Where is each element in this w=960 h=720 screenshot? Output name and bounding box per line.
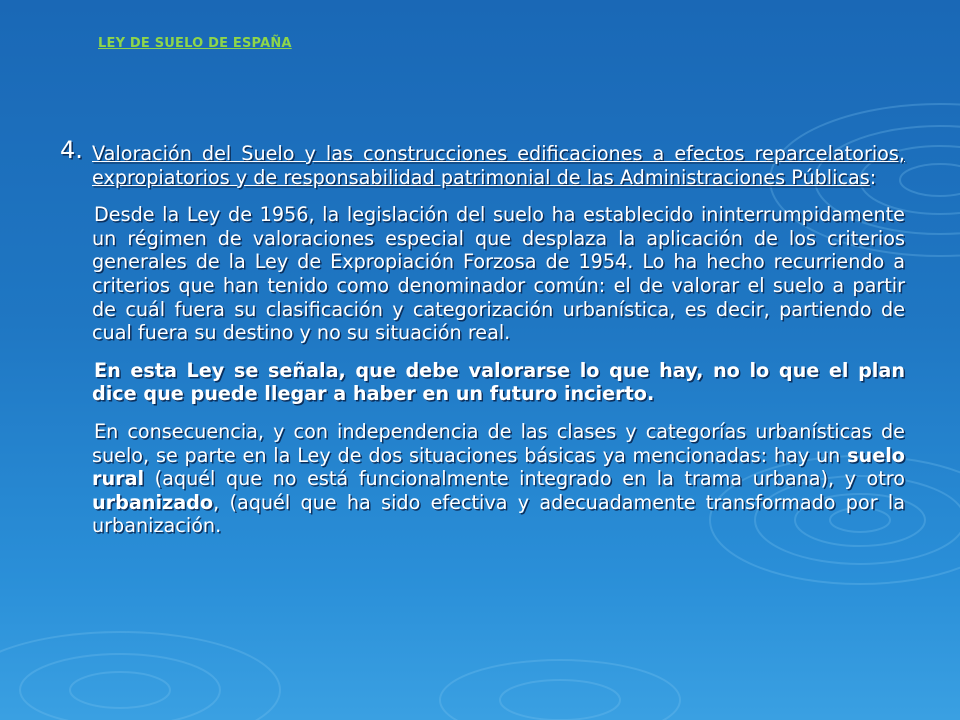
situations-text-2: (aquél que no está funcionalmente integrado en la trama urbana), y otro xyxy=(144,467,905,491)
paragraph-history: Desde la Ley de 1956, la legislación del suelo ha establecido ininterrumpidamente un régimen de valoraciones especial que desplaza la aplicación de los criterios generales de la Ley de Expropiación Forzosa de 1954. Lo ha hecho recurriendo a criterios que han tenido como denominador común: el de valorar el suelo a partir de cuál fuera su clasificación y categorización urbanística, es decir, partiendo de cual fuera su destino y no su situación real. xyxy=(92,203,905,345)
term-suelo-rural: suelo rural xyxy=(92,443,905,491)
section-heading xyxy=(60,136,905,189)
section-heading-text: Valoración del Suelo y las construcciones edificaciones a efectos reparcelatorios, expropiatorios y de responsabilidad patrimonial de las Administraciones Públicas xyxy=(92,142,905,189)
situations-text-1: En consecuencia, y con independencia de las clases y categorías urbanísticas de suelo, se parte en la Ley de dos situaciones básicas ya mencionadas: hay un xyxy=(92,419,905,467)
situations-text-3: , (aquél que ha sido efectiva y adecuadamente transformado por la urbanización. xyxy=(92,490,905,538)
slide-header-title: LEY DE SUELO DE ESPAÑA xyxy=(98,36,292,51)
key-principle-text: En esta Ley se señala, que debe valorarse lo que hay, no lo que el plan dice que puede llegar a haber en un futuro incierto. xyxy=(92,358,905,406)
slide-body xyxy=(60,136,905,552)
paragraph-situations xyxy=(92,420,905,538)
paragraph-key-principle xyxy=(92,359,905,406)
term-urbanizado: urbanizado xyxy=(92,490,214,514)
section-heading-colon: : xyxy=(869,165,877,189)
section-number: 4. xyxy=(60,136,83,164)
